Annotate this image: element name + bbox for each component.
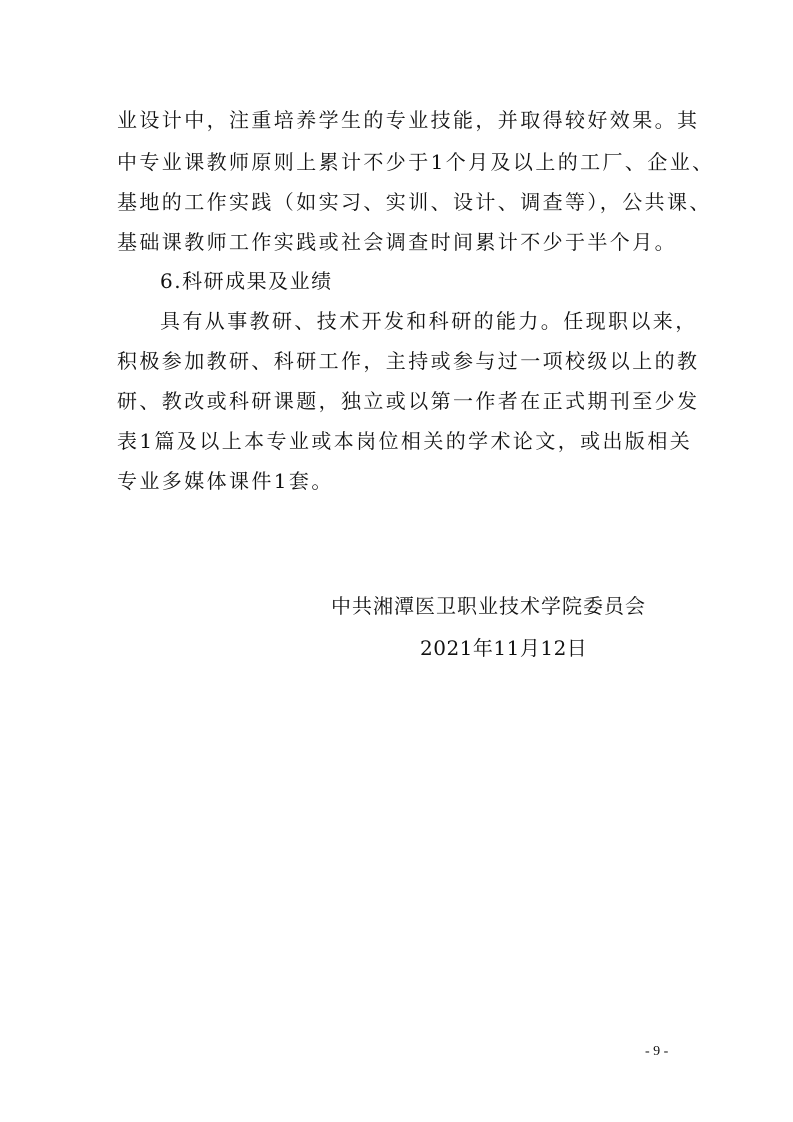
text-line: 研、教改或科研课题，独立或以第一作者在正式期刊至少发 [117,389,700,413]
text-line: 表1篇及以上本专业或本岗位相关的学术论文，或出版相关 [117,429,693,453]
text-line: 业设计中，注重培养学生的专业技能，并取得较好效果。其 [117,108,700,132]
text-line: 基础课教师工作实践或社会调查时间累计不少于半个月。 [117,230,677,254]
section-heading: 6.科研成果及业绩 [160,269,333,293]
page-number: - 9 - [645,1044,669,1059]
text-line: 具有从事教研、技术开发和科研的能力。任现职以来， [160,309,698,333]
text-line: 基地的工作实践（如实习、实训、设计、调查等），公共课、 [117,190,712,214]
text-line: 中专业课教师原则上累计不少于1个月及以上的工厂、企业、 [117,150,715,174]
signature-date: 2021年11月12日 [420,636,588,660]
signature-organization: 中共湘潭医卫职业技术学院委员会 [331,594,646,618]
text-line: 积极参加教研、科研工作，主持或参与过一项校级以上的教 [117,349,700,373]
text-line: 专业多媒体课件1套。 [117,469,334,493]
